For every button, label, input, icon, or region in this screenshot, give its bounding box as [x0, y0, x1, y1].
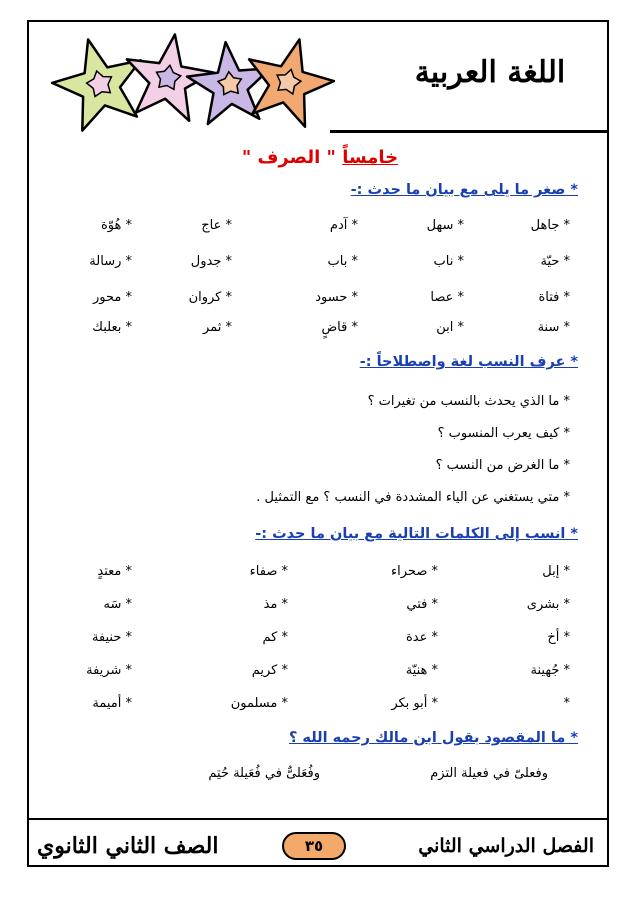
- word-cell: * جاهل: [530, 218, 570, 233]
- section-4-title: * ما المقصود بقول ابن مالك رحمه الله ؟: [288, 730, 578, 746]
- word-cell: * صفاء: [249, 564, 288, 579]
- footer-rule: [27, 818, 609, 820]
- section-1-title: * صغر ما يلى مع بيان ما حدث :-: [350, 182, 578, 198]
- question: * ما الذي يحدث بالنسب من تغيرات ؟: [367, 394, 570, 409]
- grid-row: [70, 597, 570, 617]
- section-2-title: * عرف النسب لغة واصطلاحاً :-: [359, 354, 578, 370]
- word-cell: * سنة: [537, 320, 570, 335]
- grid-row: [70, 696, 570, 716]
- term-label: الفصل الدراسي الثاني: [418, 835, 594, 857]
- word-cell: * حيّة: [540, 254, 570, 269]
- verse-line-right: وفعلىّ في فعيلة التزم: [430, 766, 548, 781]
- grid-row: [70, 254, 570, 274]
- section-heading: [150, 147, 490, 168]
- heading-label: خامساً: [342, 147, 399, 168]
- grid-row: [70, 630, 570, 650]
- word-cell: * جُهينة: [530, 663, 570, 678]
- word-cell: * عدة: [405, 630, 438, 645]
- word-cell: * عاج: [201, 218, 232, 233]
- verse-line-left: وفُعَلىٌّ في فُعَيلة حُتِم: [208, 766, 320, 781]
- word-cell: * مسلمون: [230, 696, 288, 711]
- word-cell: * بشرى: [526, 597, 570, 612]
- word-cell: * حسود: [315, 290, 358, 305]
- page-number: ٣٥: [282, 832, 346, 860]
- word-cell: * ابن: [436, 320, 464, 335]
- header-rule: [330, 130, 609, 133]
- grid-row: [70, 564, 570, 584]
- grid-row: [70, 218, 570, 238]
- word-cell: * محور: [93, 290, 132, 305]
- word-cell: * ثمر: [203, 320, 232, 335]
- word-cell: * جدول: [190, 254, 232, 269]
- word-cell: * إبل: [542, 564, 570, 579]
- word-cell: * ناب: [433, 254, 464, 269]
- word-cell: *: [563, 696, 570, 711]
- grade-label: الصف الثاني الثانوي: [37, 833, 219, 859]
- word-cell: * مذ: [263, 597, 288, 612]
- word-cell: * عصا: [430, 290, 464, 305]
- section-3-title: * انسب إلى الكلمات التالية مع بيان ما حدث :-: [255, 526, 578, 542]
- word-cell: * كم: [262, 630, 288, 645]
- word-cell: * معتدٍ: [97, 564, 132, 579]
- word-cell: * بعلبك: [92, 320, 132, 335]
- word-cell: * كريم: [251, 663, 288, 678]
- subject-title: اللغة العربية: [414, 55, 566, 90]
- word-cell: * رسالة: [89, 254, 132, 269]
- question: * متي يستغني عن الياء المشددة في النسب ؟ مع التمثيل .: [256, 490, 570, 505]
- word-cell: * شريفة: [86, 663, 132, 678]
- word-cell: * أخ: [547, 630, 570, 645]
- word-cell: * هُوّة: [100, 218, 132, 233]
- word-cell: * أبو بكر: [391, 696, 438, 711]
- grid-row: [70, 663, 570, 683]
- word-cell: * باب: [327, 254, 358, 269]
- word-cell: * أميمة: [92, 696, 132, 711]
- grid-row: [70, 320, 570, 340]
- heading-title: " الصرف ": [241, 147, 336, 168]
- word-cell: * صحراء: [391, 564, 438, 579]
- question: * كيف يعرب المنسوب ؟: [437, 426, 570, 441]
- word-cell: * سَه: [103, 597, 132, 612]
- word-cell: * حنيفة: [91, 630, 132, 645]
- word-cell: * آدم: [329, 218, 358, 233]
- grid-row: [70, 290, 570, 310]
- word-cell: * فتاة: [538, 290, 570, 305]
- word-cell: * فتي: [406, 597, 438, 612]
- word-cell: * قاضٍ: [321, 320, 358, 335]
- word-cell: * كروان: [188, 290, 232, 305]
- word-cell: * هنيّة: [405, 663, 438, 678]
- stars-decoration: [40, 28, 340, 133]
- word-cell: * سهل: [426, 218, 464, 233]
- question: * ما الغرض من النسب ؟: [435, 458, 570, 473]
